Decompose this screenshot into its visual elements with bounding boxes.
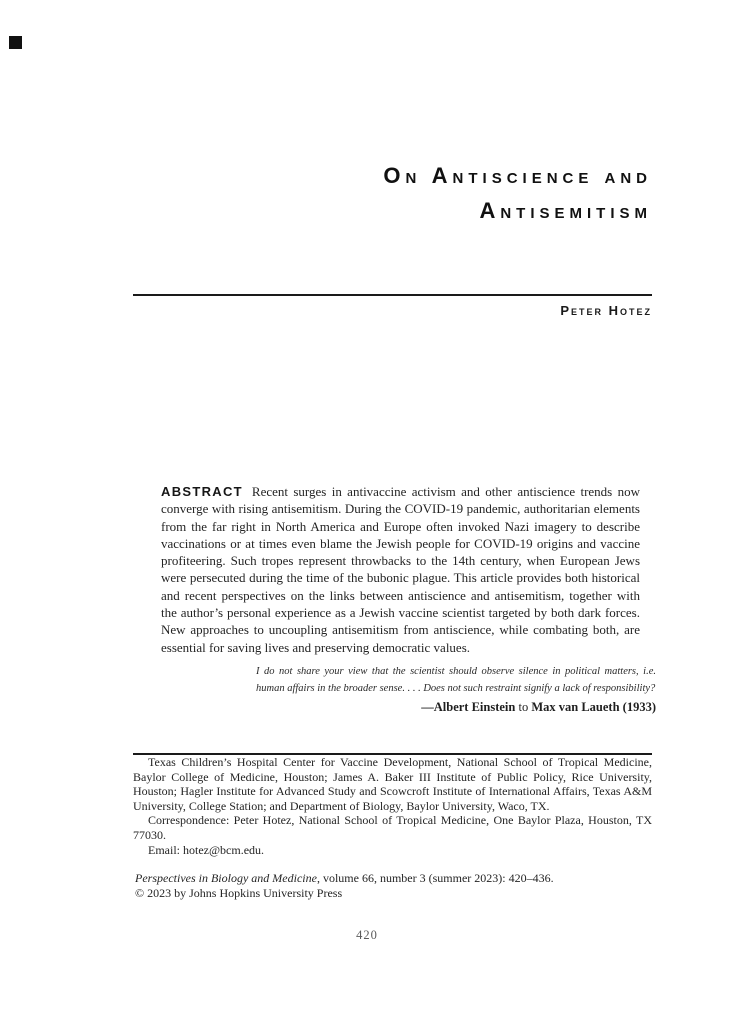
epigraph-quote: I do not share your view that the scientist should observe silence in political matters, i.e. human affairs in the broader sense. . . . Does not such restraint signify a lack of responsibility? xyxy=(256,666,656,694)
affiliations-footnote: Texas Children’s Hospital Center for Vaccine Development, National School of Tropical Medicine, Baylor College of Medicine, Houston; James A. Baker III Institute of Public Policy, Rice University, Houston; Hagler Institute for Advanced Study and Scowcroft Institute of International Affairs, Texas A&M University, College Station; and Department of Biology, Baylor University, Waco, TX. xyxy=(133,755,652,813)
author-divider-rule xyxy=(133,294,652,296)
email-footnote: Email: hotez@bcm.edu. xyxy=(148,842,265,857)
epigraph-block xyxy=(256,663,656,716)
journal-citation-rest: , volume 66, number 3 (summer 2023): 420–436. xyxy=(316,871,554,885)
abstract-text: Recent surges in antivaccine activism and other antiscience trends now converge with rising antisemitism. During the COVID-19 pandemic, authoritarian elements from the far right in North America and Europe often invoked Nazi imagery to describe vaccinations or at times even blame the Jewish people for COVID-19 origins and vaccine profiteering. Such tropes represent throwbacks to the 14th century, when European Jews were persecuted during the time of the bubonic plague. This article provides both historical and recent perspectives on the links between antiscience and antisemitism, together with the author’s personal experience as a Jewish vaccine scientist targeted by both dark forces. New approaches to uncoupling antisemitism from antiscience, while combating both, are essential for saving lives and preserving democratic values. xyxy=(161,484,640,655)
article-title xyxy=(92,158,652,228)
footnote-block xyxy=(133,755,652,857)
abstract-label: ABSTRACT xyxy=(161,484,243,499)
epigraph-attribution-name1: —Albert Einstein xyxy=(421,700,516,714)
epigraph-attribution-to: to xyxy=(515,700,532,714)
epigraph-attribution-name2: Max van Laueth (1933) xyxy=(531,700,656,714)
page-number: 420 xyxy=(356,928,378,942)
abstract-paragraph xyxy=(161,483,640,656)
author-name: Peter Hotez xyxy=(560,303,652,318)
journal-citation-line xyxy=(135,871,654,886)
correspondence-footnote: Correspondence: Peter Hotez, National School of Tropical Medicine, One Baylor Plaza, Houston, TX 77030. xyxy=(133,813,652,842)
journal-name: Perspectives in Biology and Medicine xyxy=(135,871,317,885)
copyright-line: © 2023 by Johns Hopkins University Press xyxy=(135,885,343,900)
journal-citation-block xyxy=(135,871,654,900)
article-title-line1: On Antiscience and xyxy=(383,163,652,188)
article-title-line2: Antisemitism xyxy=(479,198,652,223)
scan-artifact-mark xyxy=(9,36,22,49)
epigraph-attribution xyxy=(256,699,656,716)
